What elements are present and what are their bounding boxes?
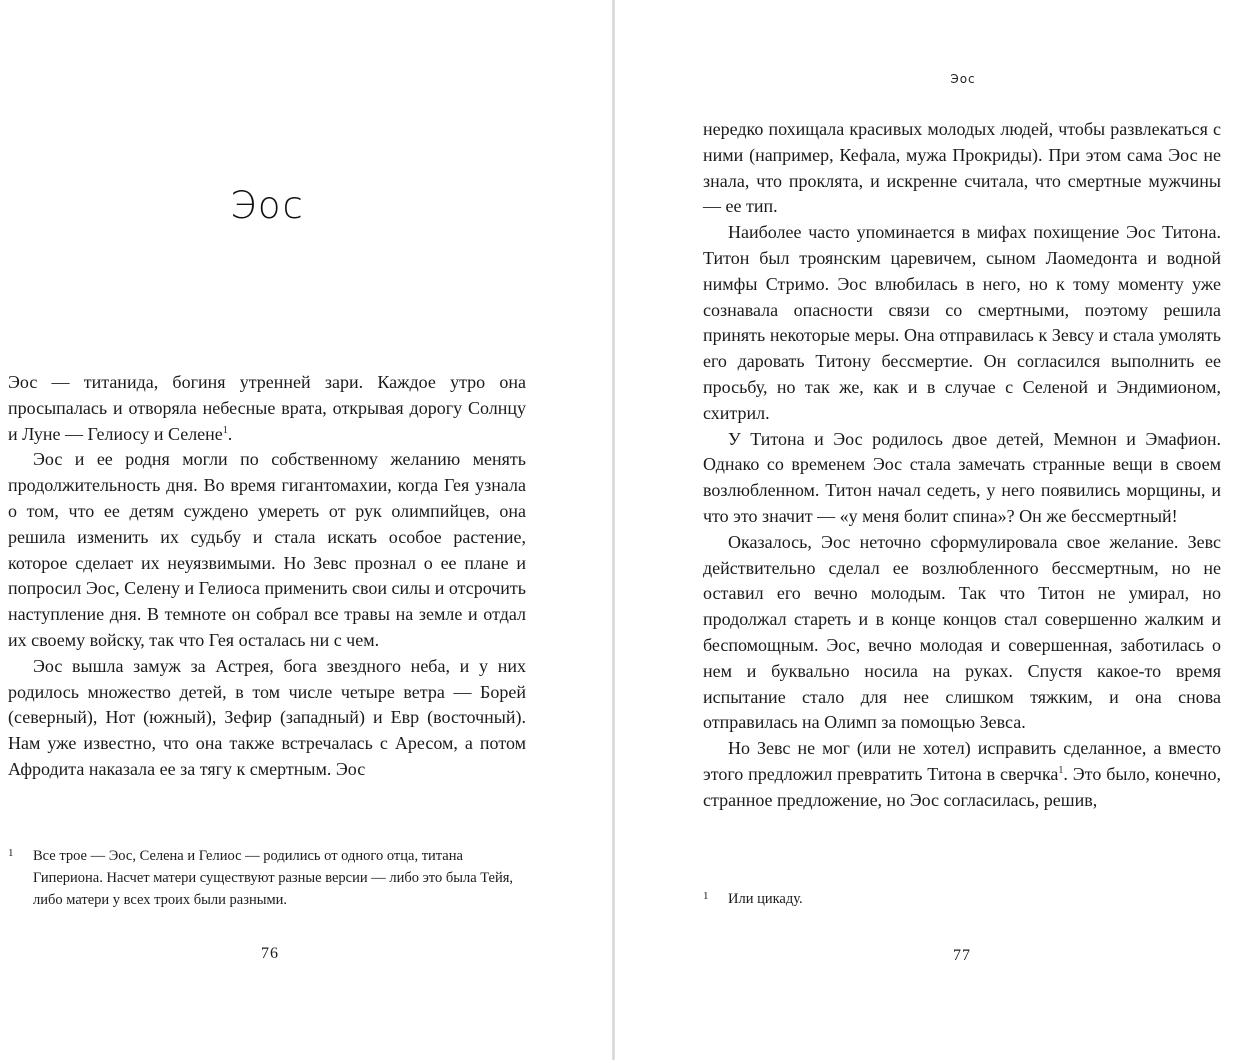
left-body-text	[8, 370, 526, 783]
footnote-text: Все трое — Эос, Селена и Гелиос — родились от одного отца, титана Гипериона. Насчет матери существуют разные версии — либо это была Тейя, либо матери у всех троих были разными.	[33, 848, 514, 908]
footnote-mark: 1	[8, 847, 14, 859]
footnote-text: Или цикаду.	[728, 891, 803, 907]
paragraph: У Титона и Эос родилось двое детей, Мемнон и Эмафион. Однако со временем Эос стала замечать странные вещи в своем возлюбленном. Титон начал седеть, у него появились морщины, и что это значит — «у меня болит спина»? Он же бессмертный!	[703, 428, 1221, 526]
paragraph: Эос — титанида, богиня утренней зари. Каждое утро она просыпалась и отворяла небесные врата, открывая дорогу Солнцу и Луне — Гелиосу и Селене$^1$.	[8, 372, 526, 444]
footnote	[8, 845, 526, 911]
page-number: 77	[953, 947, 971, 964]
paragraph: Эос вышла замуж за Астрея, бога звездного неба, и у них родилось множество детей, в том числе четыре ветра — Борей (северный), Нот (южный), Зефир (западный) и Евр (восточный). Нам уже известно, что она также встречалась с Аресом, а потом Афродита наказала ее за тягу к смертным. Эос	[8, 655, 526, 779]
running-head: Эос	[950, 72, 976, 86]
right-page	[615, 0, 1236, 1060]
footnote-ref: 1	[1058, 764, 1064, 776]
page-number: 76	[261, 945, 279, 962]
footnote	[703, 888, 1221, 910]
paragraph: Эос и ее родня могли по собственному желанию менять продолжительность дня. Во время гигантомахии, когда Гея узнала о том, что ее детям суждено умереть от рук олимпийцев, она решила изменить их судьбу и стала искать особое растение, которое сделает их неуязвимыми. Но Зевс прознал о ее плане и попросил Эос, Селену и Гелиоса применить свои силы и отсрочить наступление дня. В темноте он собрал все травы на земле и отдал их своему войску, так что Гея осталась ни с чем.	[8, 449, 526, 650]
paragraph: Но Зевс не мог (или не хотел) исправить сделанное, а вместо этого предложил превратить Титона в сверчка$^1$. Это было, конечно, странное предложение, но Эос согласилась, решив,	[703, 738, 1222, 810]
footnote-ref: 1	[222, 424, 228, 436]
paragraph: Оказалось, Эос неточно сформулировала свое желание. Зевс действительно сделал ее возлюбленного бессмертным, но не оставил его вечно молодым. Так что Титон не умирал, но продолжал стареть и в конце концов стал совершенно жалким и беспомощным. Эос, вечно молодая и совершенная, заботилась о нем и буквально носила на руках. Спустя какое-то время испытание стало для нее слишком тяжким, и она снова отправилась на Олимп за помощью Зевса.	[703, 531, 1221, 733]
paragraph: нередко похищала красивых молодых людей, чтобы развлекаться с ними (например, Кефала, мужа Прокриды). При этом сама Эос не знала, что проклята, и искренне считала, что смертные мужчины — ее тип.	[703, 119, 1221, 217]
footnote-mark: 1	[703, 890, 709, 902]
right-body-text	[703, 117, 1221, 814]
left-page	[0, 0, 612, 1060]
chapter-title: Эос	[230, 184, 305, 227]
paragraph: Наиболее часто упоминается в мифах похищение Эос Титона. Титон был троянским царевичем, сыном Лаомедонта и водной нимфы Стримо. Эос влюбилась в него, но к тому моменту уже сознавала опасности связи со смертными, поэтому решила принять некоторые меры. Она отправилась к Зевсу и стала умолять его даровать Титону бессмертие. Он согласился выполнить ее просьбу, но так же, как и в случае с Селеной и Эндимионом, схитрил.	[703, 222, 1221, 423]
